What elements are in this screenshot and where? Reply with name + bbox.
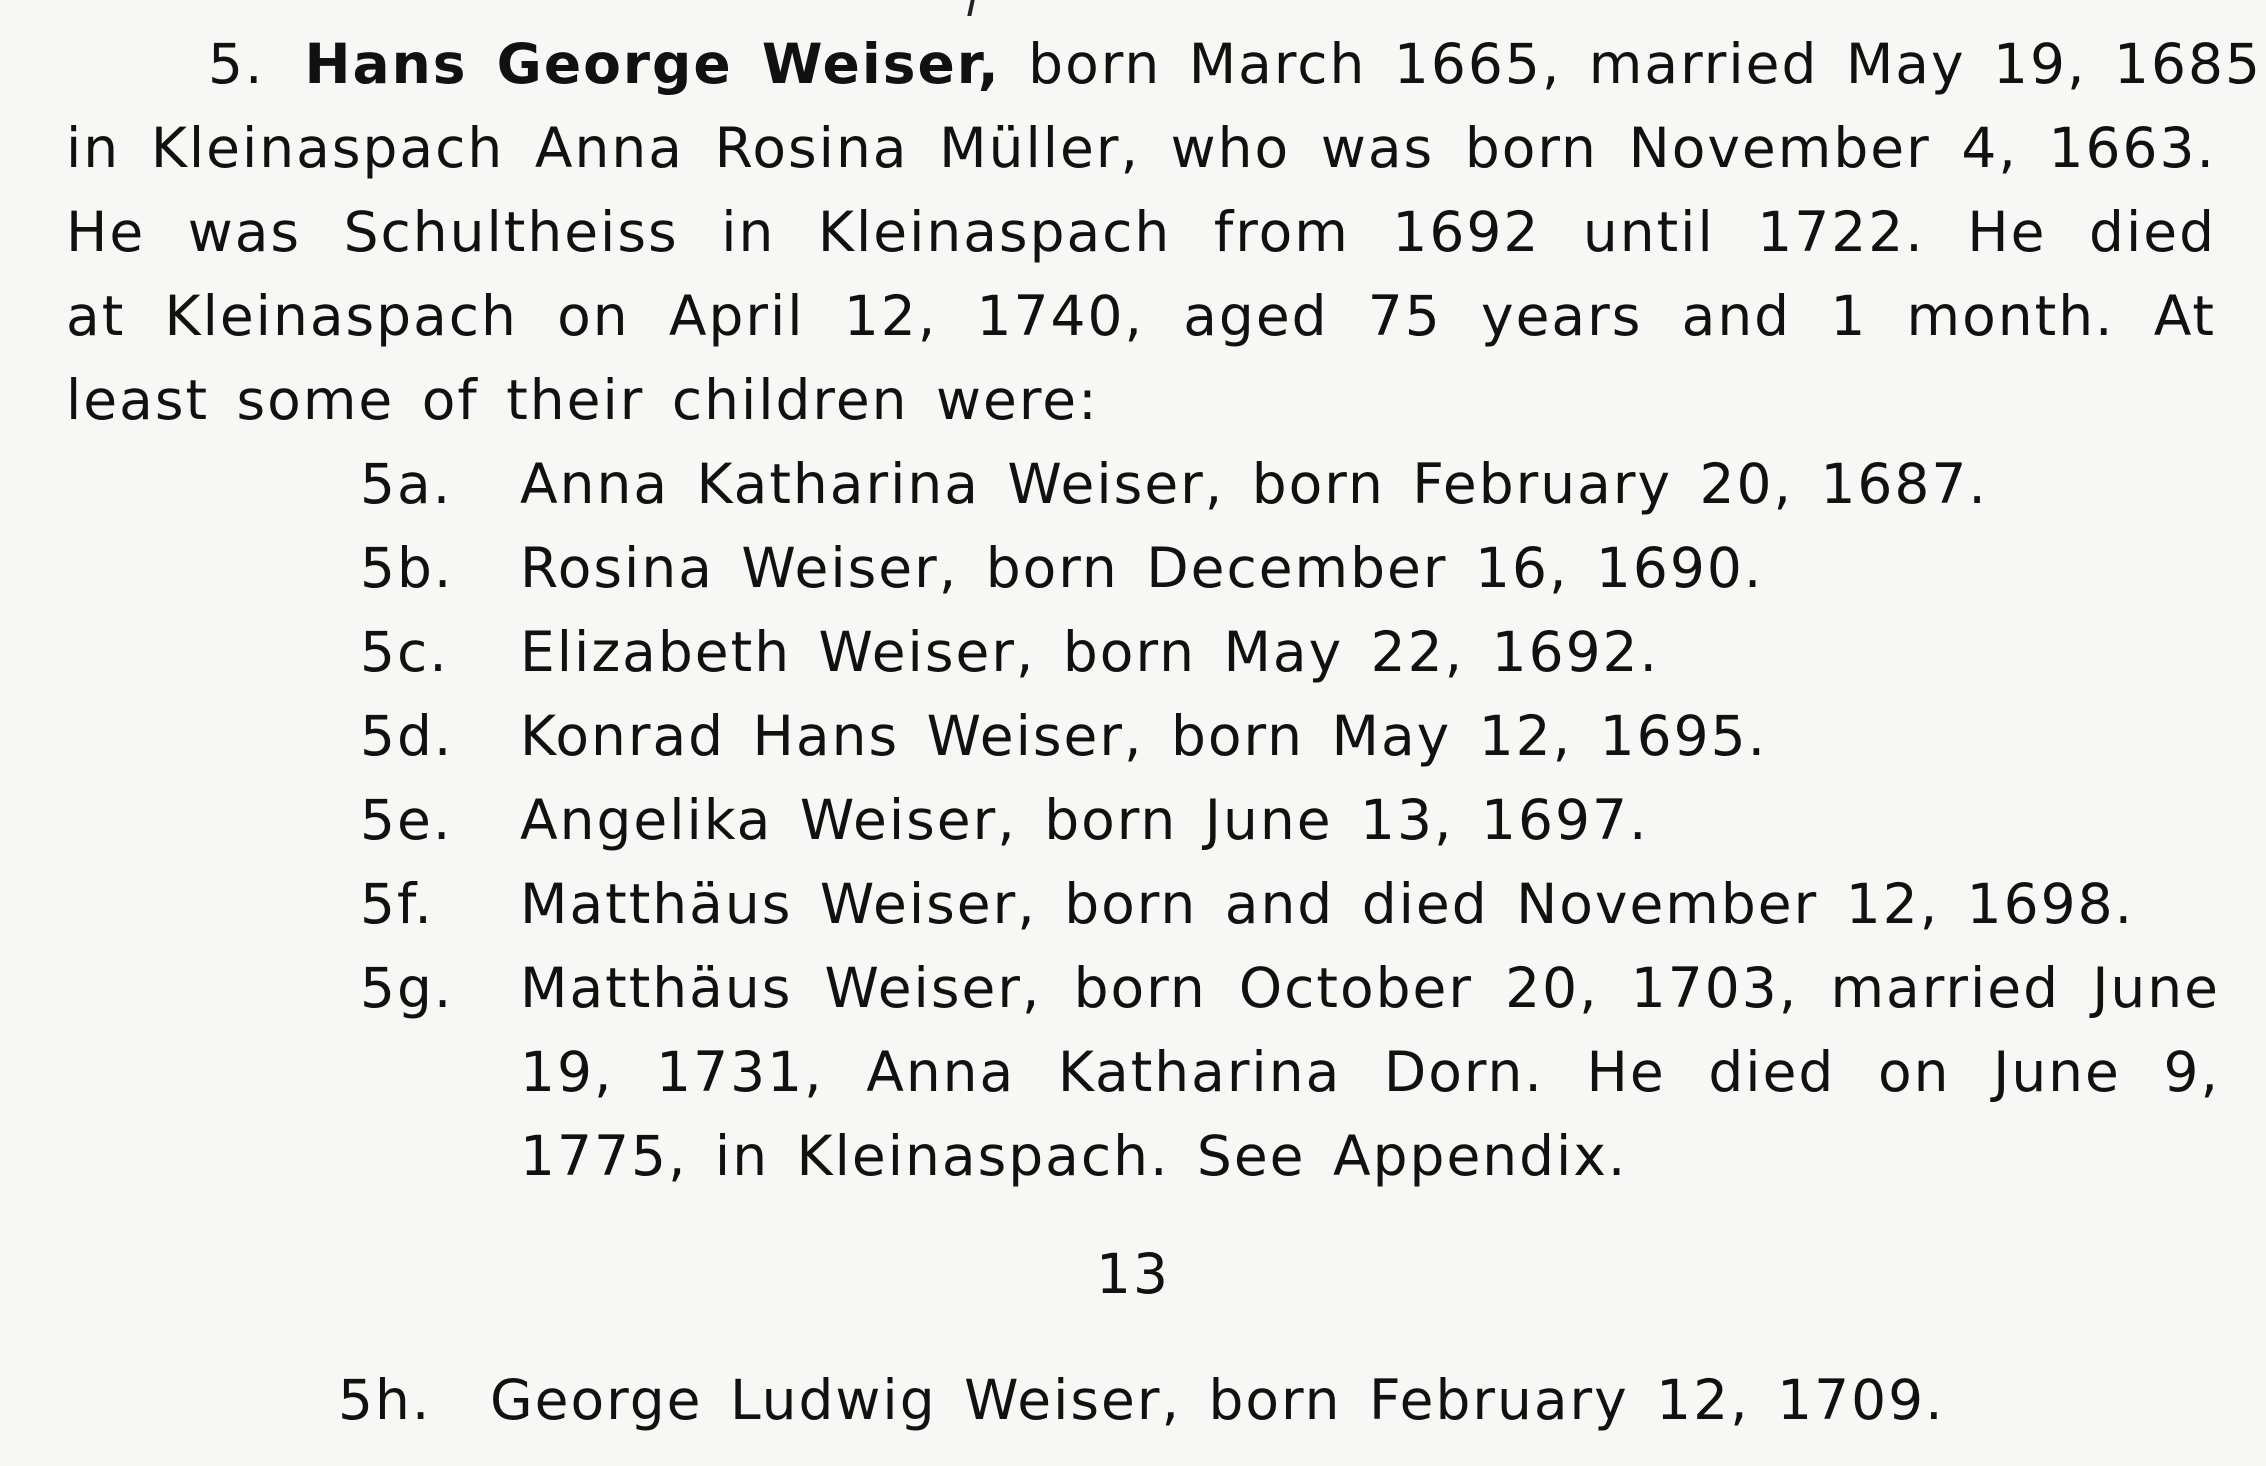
child-text: Anna Katharina Weiser, born February 20, 1687.	[520, 452, 1988, 516]
entry-line1-rest: born March 1665, married May 19, 1685	[1028, 32, 2262, 96]
child-text: 1775, in Kleinaspach. See Appendix.	[520, 1124, 1628, 1188]
child-text: Konrad Hans Weiser, born May 12, 1695.	[520, 704, 1768, 768]
child-item-5b	[360, 526, 2220, 610]
child-label: 5e.	[360, 788, 453, 852]
child-item-5a	[360, 442, 2220, 526]
entry-line: at Kleinaspach on April 12, 1740, aged 75 years and 1 month. At	[66, 284, 2216, 348]
child-label: 5d.	[360, 704, 454, 768]
page-number: 13	[1096, 1242, 1170, 1306]
child-item-5e	[360, 778, 2220, 862]
child-item-5g	[360, 946, 2220, 1198]
child-item-5f	[360, 862, 2220, 946]
child-label: 5c.	[360, 620, 449, 684]
stray-ink-mark	[967, 0, 974, 16]
child-text: Rosina Weiser, born December 16, 1690.	[520, 536, 1764, 600]
child-label: 5h.	[338, 1368, 432, 1432]
entry-name: Hans George Weiser,	[304, 32, 1001, 96]
child-item-5h	[338, 1358, 2198, 1442]
child-label: 5g.	[360, 956, 454, 1020]
child-label: 5b.	[360, 536, 454, 600]
child-text: Angelika Weiser, born June 13, 1697.	[520, 788, 1649, 852]
entry-paragraph	[66, 22, 2262, 442]
children-list	[360, 442, 2220, 1198]
child-text: Matthäus Weiser, born October 20, 1703, married June	[520, 956, 2220, 1020]
child-text: Elizabeth Weiser, born May 22, 1692.	[520, 620, 1660, 684]
child-text: Matthäus Weiser, born and died November 12, 1698.	[520, 872, 2135, 936]
child-text: George Ludwig Weiser, born February 12, 1709.	[490, 1368, 1945, 1432]
child-label: 5f.	[360, 872, 434, 936]
child-label: 5a.	[360, 452, 453, 516]
child-item-5c	[360, 610, 2220, 694]
entry-line: He was Schultheiss in Kleinaspach from 1692 until 1722. He died	[66, 200, 2216, 264]
child-item-5d	[360, 694, 2220, 778]
entry-number: 5.	[208, 32, 265, 96]
entry-line: least some of their children were:	[66, 368, 1099, 432]
entry-first-line	[66, 22, 2262, 106]
child-text: 19, 1731, Anna Katharina Dorn. He died on June 9,	[520, 1040, 2220, 1104]
entry-line: in Kleinaspach Anna Rosina Müller, who was born November 4, 1663.	[66, 116, 2216, 180]
